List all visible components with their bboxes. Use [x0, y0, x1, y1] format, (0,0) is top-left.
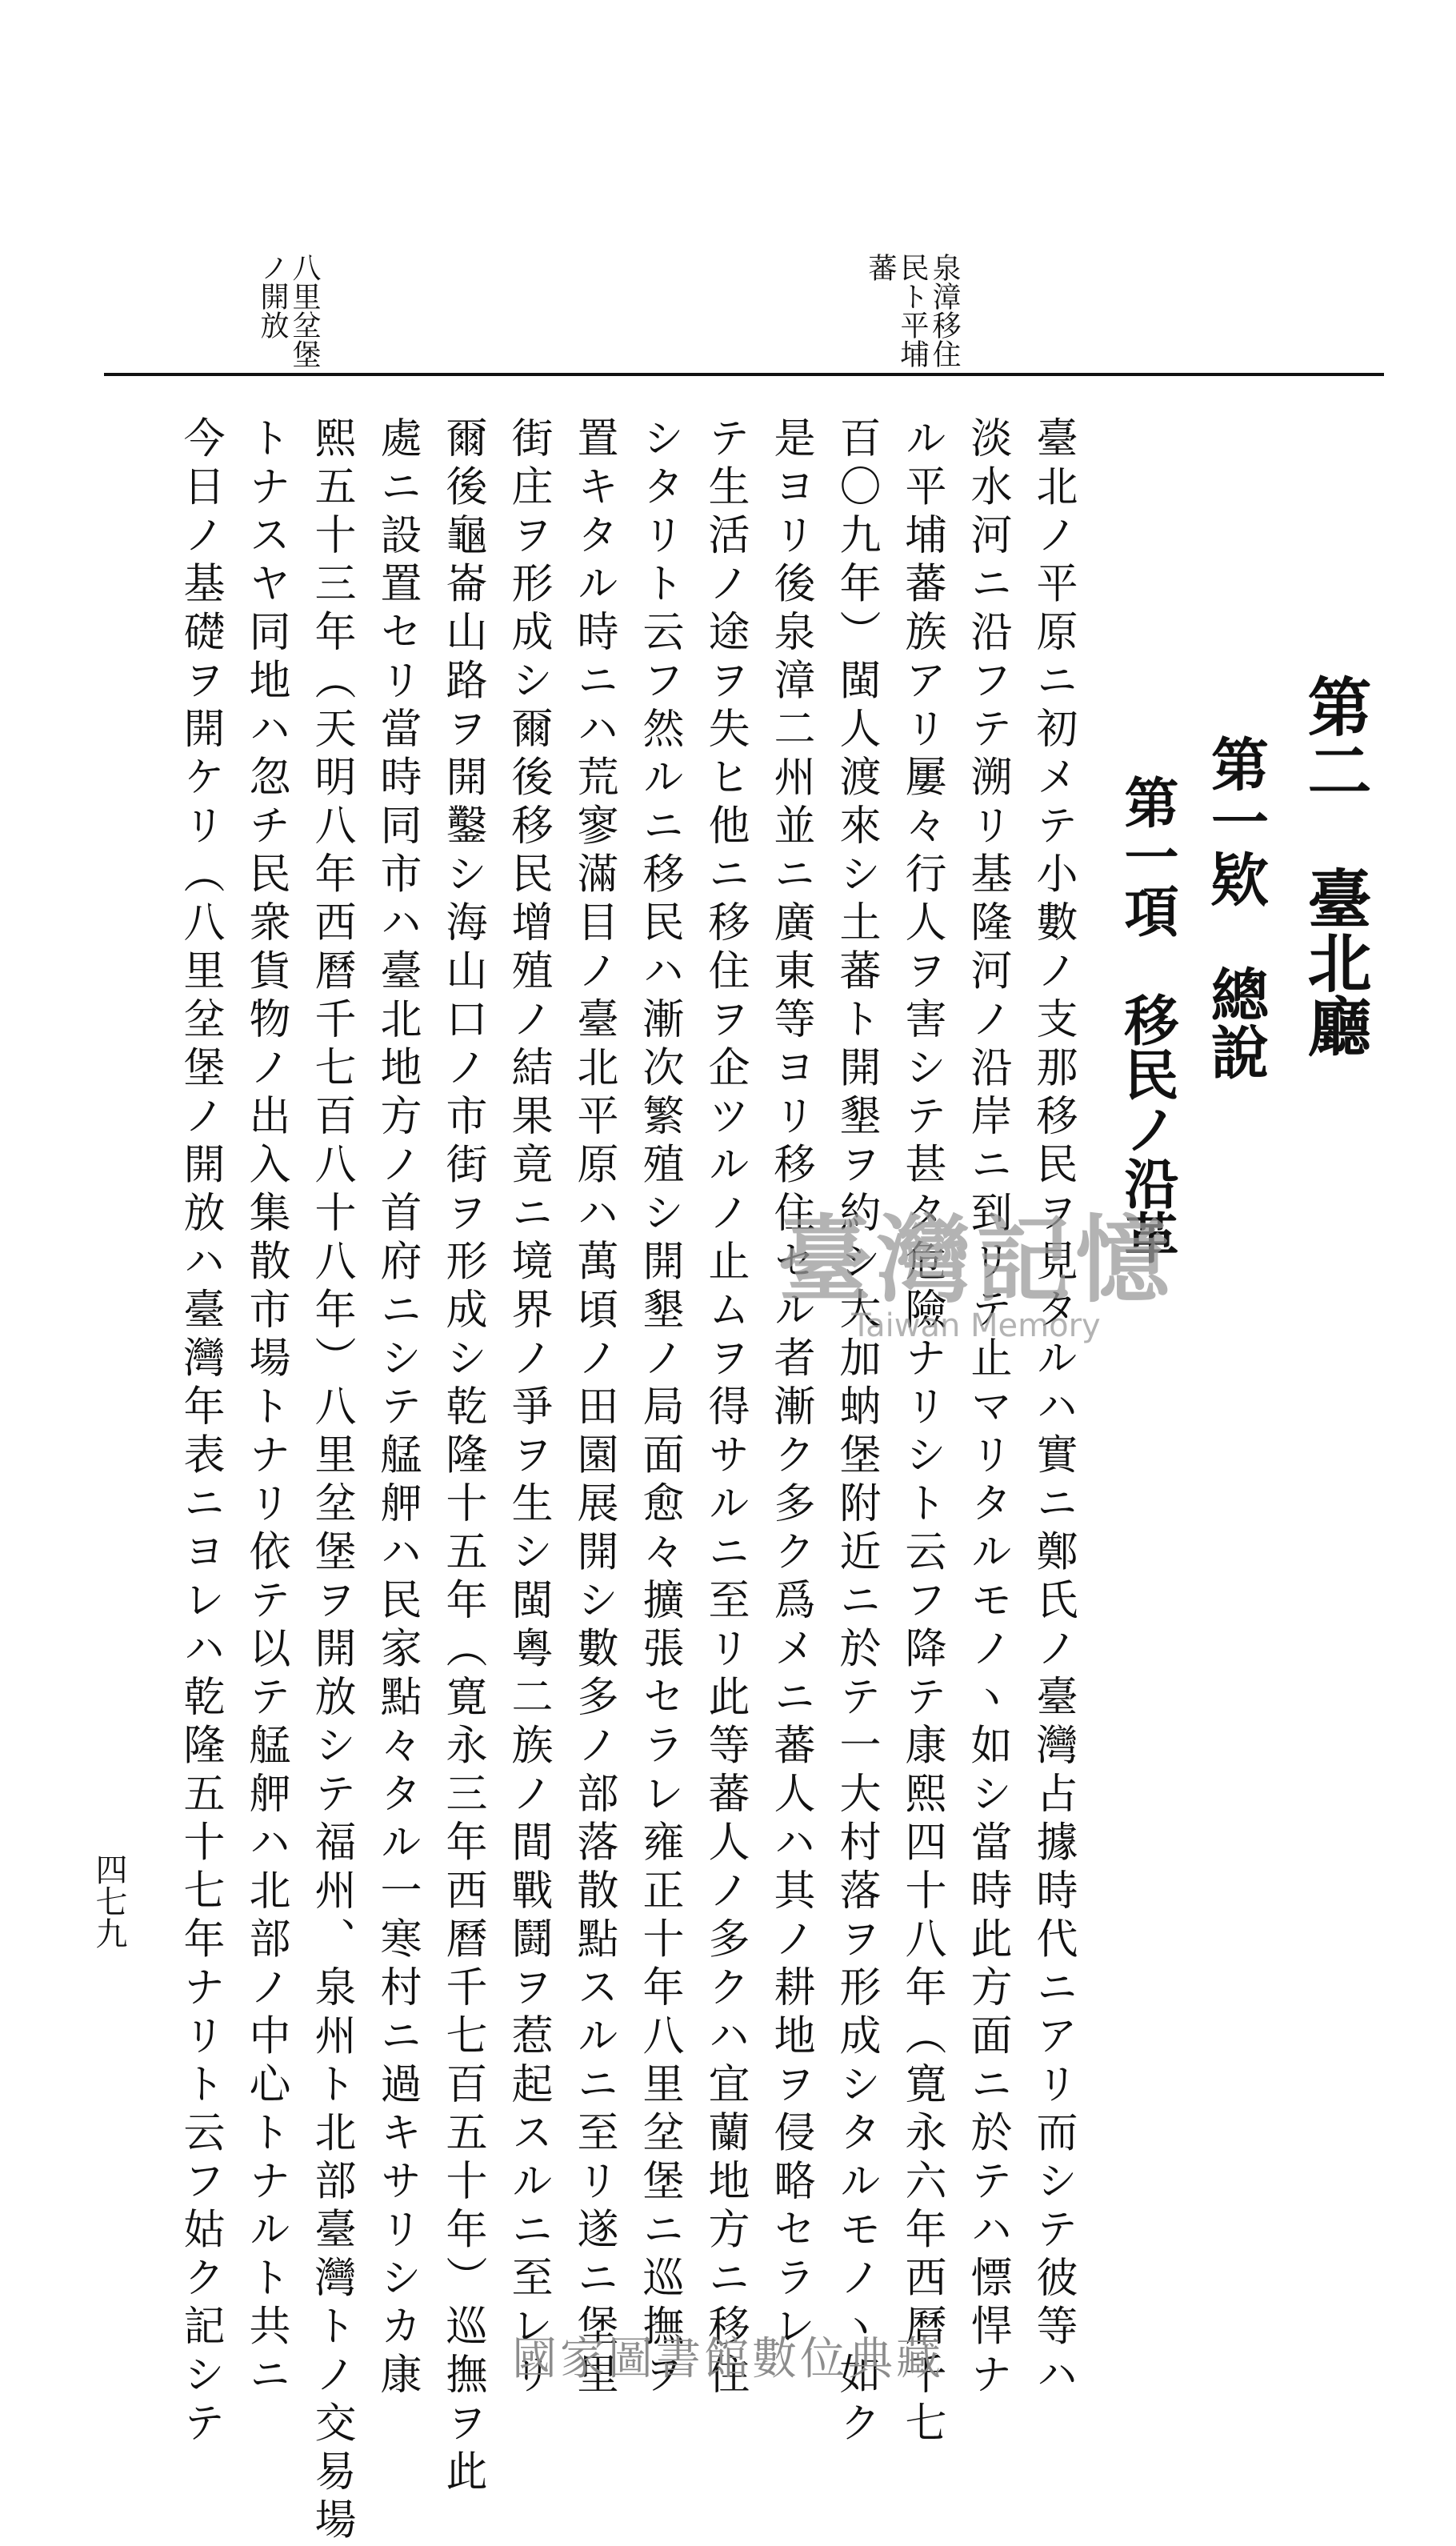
body-column-12: 熙五十三年（天明八年西曆千七百八十八年）八里坌堡ヲ開放シテ福州、泉州ト北部臺灣トノ交易場 — [307, 416, 355, 2546]
watermark-english: Taiwan Memory — [851, 1307, 1101, 1344]
body-column-7: シタリト云フ然ルニ移民ハ漸次繁殖シ開墾ノ局面愈々擴張セラレ雍正十年八里坌堡ニ巡撫ヲ — [635, 416, 683, 2401]
body-column-8: 置キタル時ニハ荒寥滿目ノ臺北平原ハ萬頃ノ田園展開シ數多ノ部落散點スルニ至リ遂ニ堡里 — [570, 416, 618, 2401]
body-column-4: 百〇九年）閩人渡來シ土蕃ト開墾ヲ約シ大加蚋堡附近ニ於テ一大村落ヲ形成シタルモノヽ如ク — [832, 416, 880, 2449]
body-column-10: 爾後龜崙山路ヲ開鑿シ海山口ノ市街ヲ形成シ乾隆十五年（寛永三年西曆千七百五十年）巡撫ヲ此 — [438, 416, 486, 2498]
body-column-14: 今日ノ基礎ヲ開ケリ（八里坌堡ノ開放ハ臺灣年表ニヨレハ乾隆五十七年ナリト云フ姑ク記シテ — [176, 416, 224, 2449]
body-column-1: 臺北ノ平原ニ初メテ小數ノ支那移民ヲ見タルハ實ニ鄭氏ノ臺灣占據時代ニアリ而シテ彼等ハ — [1029, 416, 1077, 2401]
body-column-2: 淡水河ニ沿フテ溯リ基隆河ノ沿岸ニ到リテ止マリタルモノヽ如シ當時此方面ニ於テハ慓悍ナ — [963, 416, 1011, 2401]
body-column-5: 是ヨリ後泉漳二州並ニ廣東等ヨリ移住セル者漸ク多ク爲メニ蕃人ハ其ノ耕地ヲ侵略セラレ — [766, 416, 814, 2352]
header-rule — [104, 373, 1384, 376]
body-column-3: ル平埔蕃族アリ屢々行人ヲ害シテ甚タ危險ナリシト云フ降テ康熙四十八年（寛永六年西曆千七 — [898, 416, 946, 2449]
taiwan-memory-watermark — [720, 1204, 1232, 1352]
watermark-chinese: 臺灣記憶 — [777, 1204, 1174, 1315]
body-column-9: 街庄ヲ形成シ爾後移民增殖ノ結果竟ニ境界ノ爭ヲ生シ閩粵二族ノ間戰鬪ヲ惹起スルニ至レリ — [504, 416, 552, 2401]
body-column-6: テ生活ノ途ヲ失ヒ他ニ移住ヲ企ツルノ止ムヲ得サルニ至リ此等蕃人ノ多クハ宜蘭地方ニ移住 — [701, 416, 749, 2401]
chapter-heading: 第二 臺北廳 — [1297, 674, 1372, 1058]
margin-note-immigrants: 泉漳移住 民ト平埔 蕃 — [864, 253, 961, 368]
margin-note-hachiri: 八里坌堡 ノ開放 — [256, 253, 321, 368]
section-heading: 第一欵 總說 — [1202, 735, 1270, 1080]
body-column-13: トナスヤ同地ハ忽チ民衆貨物ノ出入集散市場トナリ依テ以テ艋舺ハ北部ノ中心トナルト共ニ — [242, 416, 290, 2401]
item-heading: 第一項 移民ノ沿革 — [1115, 775, 1179, 1264]
library-footer: 國家圖書館數位典藏 — [512, 2333, 944, 2385]
body-column-11: 處ニ設置セリ當時同市ハ臺北地方ノ首府ニシテ艋舺ハ民家點々タル一寒村ニ過キサリシカ康 — [373, 416, 421, 2401]
page-number: 四七九 — [90, 1853, 127, 1949]
